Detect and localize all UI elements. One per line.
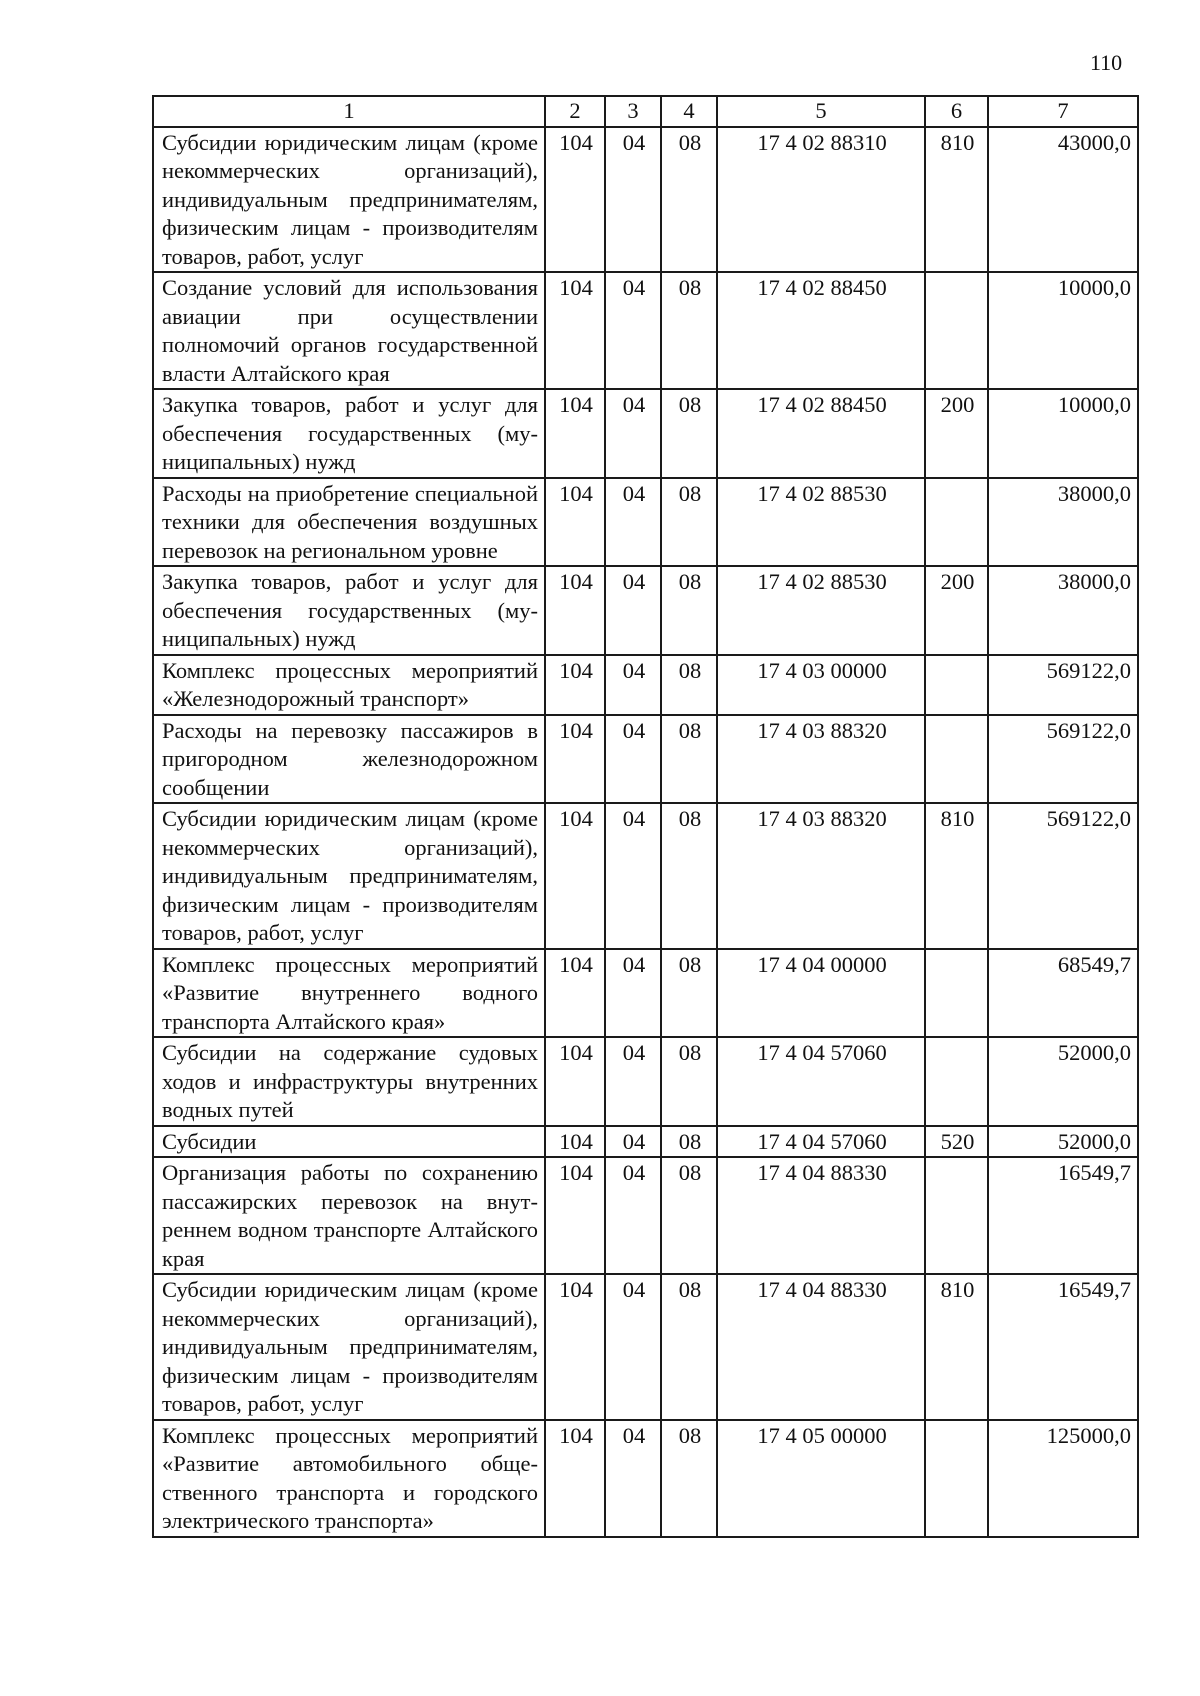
row-expense-type-cell xyxy=(925,478,988,567)
row-name-cell: Субсидии юридическим лицам (кроме некоммерческих организаций), индивидуальным предпринимателям, физическим лицам - производителям товаров, работ, услуг xyxy=(153,1274,545,1420)
row-name-cell: Комплекс процессных мероприятий «Железнодорожный транспорт» xyxy=(153,655,545,715)
row-ministry-cell: 104 xyxy=(545,272,605,389)
row-amount-cell: 10000,0 xyxy=(988,272,1138,389)
row-target-article-cell: 17 4 05 00000 xyxy=(717,1420,925,1537)
row-target-article-cell: 17 4 04 57060 xyxy=(717,1126,925,1158)
row-amount-cell: 52000,0 xyxy=(988,1037,1138,1126)
row-expense-type-cell: 200 xyxy=(925,566,988,655)
row-amount-cell: 569122,0 xyxy=(988,803,1138,949)
row-ministry-cell: 104 xyxy=(545,803,605,949)
row-expense-type-cell: 200 xyxy=(925,389,988,478)
table-row xyxy=(153,655,1138,715)
row-section-cell: 04 xyxy=(605,272,661,389)
row-amount-cell: 10000,0 xyxy=(988,389,1138,478)
header-cell-6: 6 xyxy=(925,96,988,127)
row-expense-type-cell: 810 xyxy=(925,803,988,949)
row-target-article-cell: 17 4 03 00000 xyxy=(717,655,925,715)
row-subsection-cell: 08 xyxy=(661,127,717,273)
row-target-article-cell: 17 4 04 57060 xyxy=(717,1037,925,1126)
row-ministry-cell: 104 xyxy=(545,1420,605,1537)
row-expense-type-cell xyxy=(925,272,988,389)
row-amount-cell: 68549,7 xyxy=(988,949,1138,1038)
table-row xyxy=(153,949,1138,1038)
table-row xyxy=(153,127,1138,273)
row-subsection-cell: 08 xyxy=(661,1274,717,1420)
row-ministry-cell: 104 xyxy=(545,1274,605,1420)
row-expense-type-cell: 520 xyxy=(925,1126,988,1158)
row-ministry-cell: 104 xyxy=(545,715,605,804)
header-cell-3: 3 xyxy=(605,96,661,127)
row-subsection-cell: 08 xyxy=(661,655,717,715)
row-section-cell: 04 xyxy=(605,478,661,567)
table-row xyxy=(153,1274,1138,1420)
row-ministry-cell: 104 xyxy=(545,127,605,273)
row-subsection-cell: 08 xyxy=(661,1157,717,1274)
row-section-cell: 04 xyxy=(605,566,661,655)
budget-table xyxy=(152,95,1139,1538)
row-subsection-cell: 08 xyxy=(661,949,717,1038)
row-amount-cell: 43000,0 xyxy=(988,127,1138,273)
table-row xyxy=(153,272,1138,389)
table-row xyxy=(153,715,1138,804)
row-section-cell: 04 xyxy=(605,1157,661,1274)
row-target-article-cell: 17 4 02 88450 xyxy=(717,389,925,478)
row-ministry-cell: 104 xyxy=(545,389,605,478)
row-target-article-cell: 17 4 02 88310 xyxy=(717,127,925,273)
row-target-article-cell: 17 4 02 88450 xyxy=(717,272,925,389)
row-name-cell: Субсидии юридическим лицам (кроме некоммерческих организаций), индивидуальным предпринимателям, физическим лицам - производителям товаров, работ, услуг xyxy=(153,803,545,949)
row-name-cell: Субсидии на содержание судовых ходов и инфраструктуры внутренних водных путей xyxy=(153,1037,545,1126)
table-row xyxy=(153,478,1138,567)
row-expense-type-cell xyxy=(925,1037,988,1126)
table-row xyxy=(153,566,1138,655)
row-target-article-cell: 17 4 03 88320 xyxy=(717,803,925,949)
row-name-cell: Комплекс процессных мероприятий «Развитие внутреннего водного транспорта Алтайского края» xyxy=(153,949,545,1038)
row-section-cell: 04 xyxy=(605,127,661,273)
row-amount-cell: 16549,7 xyxy=(988,1157,1138,1274)
row-expense-type-cell xyxy=(925,1157,988,1274)
row-name-cell: Расходы на перевозку пассажиров в пригородном железнодорожном сообщении xyxy=(153,715,545,804)
row-expense-type-cell xyxy=(925,715,988,804)
row-section-cell: 04 xyxy=(605,1037,661,1126)
row-subsection-cell: 08 xyxy=(661,272,717,389)
row-subsection-cell: 08 xyxy=(661,715,717,804)
row-expense-type-cell xyxy=(925,949,988,1038)
row-section-cell: 04 xyxy=(605,389,661,478)
row-expense-type-cell xyxy=(925,655,988,715)
row-subsection-cell: 08 xyxy=(661,1126,717,1158)
row-section-cell: 04 xyxy=(605,1274,661,1420)
row-target-article-cell: 17 4 04 88330 xyxy=(717,1157,925,1274)
row-amount-cell: 52000,0 xyxy=(988,1126,1138,1158)
row-expense-type-cell: 810 xyxy=(925,127,988,273)
row-name-cell: Организация работы по сохранению пассажирских перевозок на внутреннем водном транспорте Алтайского края xyxy=(153,1157,545,1274)
row-target-article-cell: 17 4 04 00000 xyxy=(717,949,925,1038)
row-amount-cell: 38000,0 xyxy=(988,478,1138,567)
header-cell-7: 7 xyxy=(988,96,1138,127)
header-row xyxy=(153,96,1138,127)
table-row xyxy=(153,803,1138,949)
row-section-cell: 04 xyxy=(605,1420,661,1537)
row-ministry-cell: 104 xyxy=(545,1157,605,1274)
row-target-article-cell: 17 4 04 88330 xyxy=(717,1274,925,1420)
row-name-cell: Субсидии юридическим лицам (кроме некоммерческих организаций), индивидуальным предпринимателям, физическим лицам - производителям товаров, работ, услуг xyxy=(153,127,545,273)
row-amount-cell: 16549,7 xyxy=(988,1274,1138,1420)
row-name-cell: Субсидии xyxy=(153,1126,545,1158)
row-name-cell: Расходы на приобретение специальной техники для обеспечения воздушных перевозок на региональном уровне xyxy=(153,478,545,567)
row-amount-cell: 569122,0 xyxy=(988,715,1138,804)
row-target-article-cell: 17 4 03 88320 xyxy=(717,715,925,804)
page-number: 110 xyxy=(1090,50,1123,75)
table-row xyxy=(153,1420,1138,1537)
row-ministry-cell: 104 xyxy=(545,949,605,1038)
row-amount-cell: 125000,0 xyxy=(988,1420,1138,1537)
table-row xyxy=(153,1126,1138,1158)
row-ministry-cell: 104 xyxy=(545,655,605,715)
row-subsection-cell: 08 xyxy=(661,478,717,567)
row-subsection-cell: 08 xyxy=(661,1037,717,1126)
row-name-cell: Закупка товаров, работ и услуг для обеспечения государственных (муниципальных) нужд xyxy=(153,389,545,478)
row-ministry-cell: 104 xyxy=(545,478,605,567)
row-ministry-cell: 104 xyxy=(545,1126,605,1158)
row-expense-type-cell xyxy=(925,1420,988,1537)
row-subsection-cell: 08 xyxy=(661,803,717,949)
row-section-cell: 04 xyxy=(605,949,661,1038)
row-expense-type-cell: 810 xyxy=(925,1274,988,1420)
table-row xyxy=(153,1157,1138,1274)
row-amount-cell: 569122,0 xyxy=(988,655,1138,715)
row-section-cell: 04 xyxy=(605,715,661,804)
row-ministry-cell: 104 xyxy=(545,1037,605,1126)
row-amount-cell: 38000,0 xyxy=(988,566,1138,655)
header-cell-2: 2 xyxy=(545,96,605,127)
row-section-cell: 04 xyxy=(605,1126,661,1158)
row-name-cell: Комплекс процессных мероприятий «Развитие автомобильного общественного транспорта и городского электрического транспорта» xyxy=(153,1420,545,1537)
row-section-cell: 04 xyxy=(605,655,661,715)
header-cell-5: 5 xyxy=(717,96,925,127)
table-row xyxy=(153,389,1138,478)
row-subsection-cell: 08 xyxy=(661,389,717,478)
row-section-cell: 04 xyxy=(605,803,661,949)
row-subsection-cell: 08 xyxy=(661,566,717,655)
row-name-cell: Создание условий для использования авиации при осуществлении полномочий органов государственной власти Алтайского края xyxy=(153,272,545,389)
row-ministry-cell: 104 xyxy=(545,566,605,655)
header-cell-1: 1 xyxy=(153,96,545,127)
table-row xyxy=(153,1037,1138,1126)
row-subsection-cell: 08 xyxy=(661,1420,717,1537)
row-target-article-cell: 17 4 02 88530 xyxy=(717,478,925,567)
header-cell-4: 4 xyxy=(661,96,717,127)
row-name-cell: Закупка товаров, работ и услуг для обеспечения государственных (муниципальных) нужд xyxy=(153,566,545,655)
row-target-article-cell: 17 4 02 88530 xyxy=(717,566,925,655)
